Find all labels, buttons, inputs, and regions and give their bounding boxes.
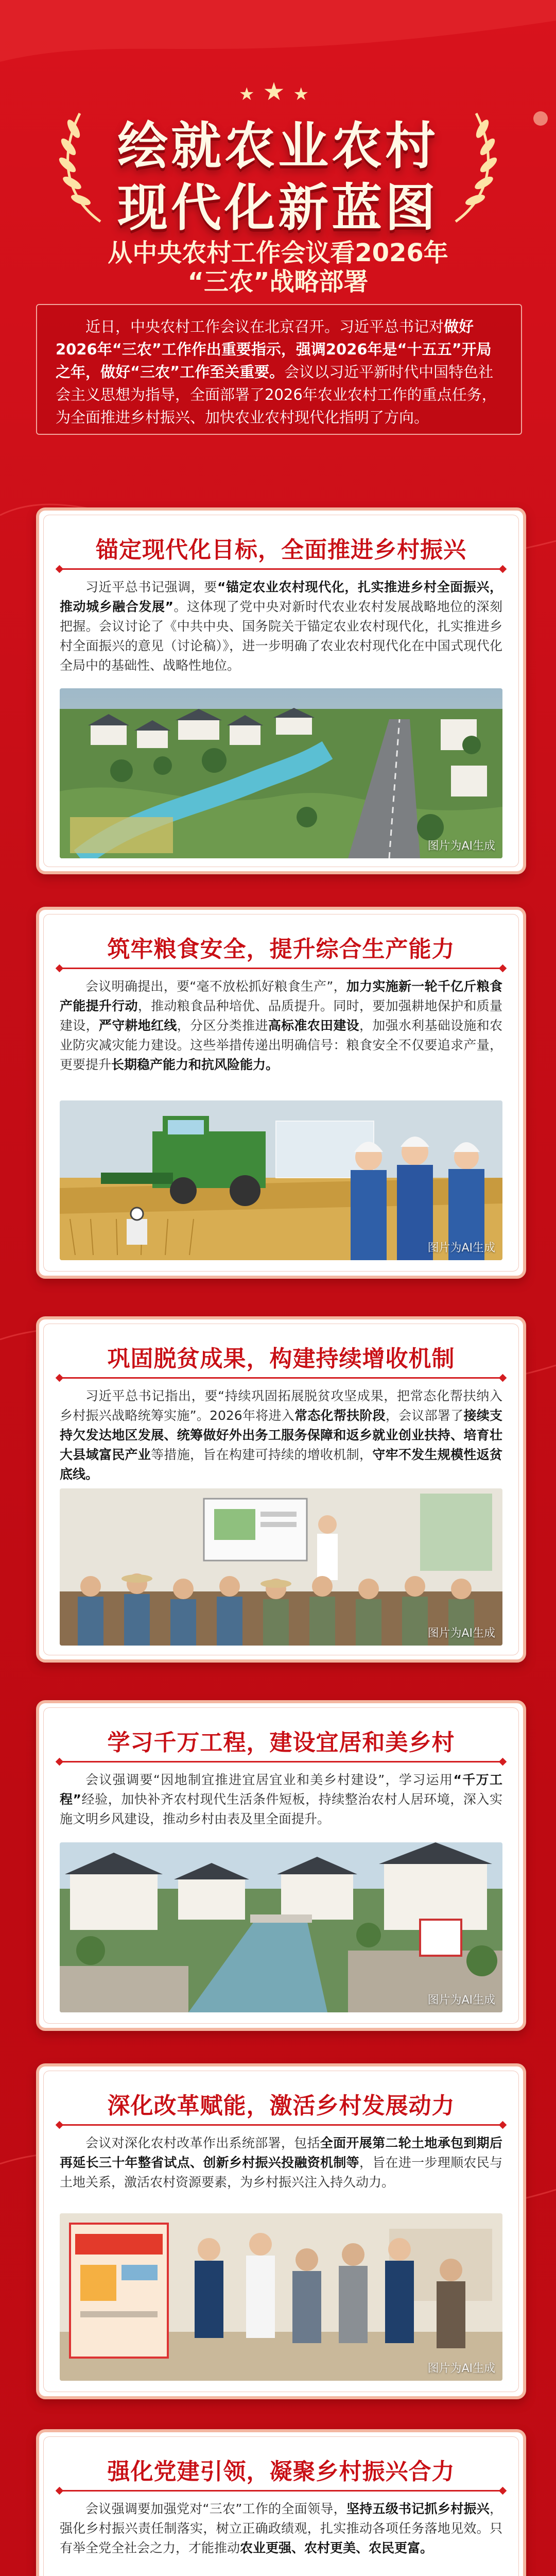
ai-generated-tag: 图片为AI生成 <box>427 1627 495 1640</box>
text-bold: “千万工程” <box>60 1772 502 1807</box>
text-bold: 长期稳产能力和抗风险能力。 <box>111 1057 279 1072</box>
text-bold: 守牢不发生规模性返贫底线。 <box>60 1447 502 1482</box>
section-title: 深化改革赋能，激活乡村发展动力 <box>107 2093 455 2119</box>
text-part: 经验，加快补齐农村现代生活条件短板，持续整治农村人居环境，深入实施文明乡风建设，推动乡村由表及里全面提升。 <box>60 1792 502 1826</box>
section-divider <box>60 2490 502 2492</box>
text-part: 。这体现了党中央对新时代农业农村发展战略地位的深刻把握。会议讨论了《中共中央、国务院关于锚定农业农村现代化，扎实推进乡村全面振兴的意见（讨论稿）》，进一步明确了农业农村现代化在中国式现代化全局中的基础性、战略性地位。 <box>60 599 502 673</box>
text-part: ，推动粮食品种培优、品质提升。同时，要加强耕地保护和质量建设， <box>60 998 502 1033</box>
text-part: ，会议部署了 <box>385 1408 464 1423</box>
section-divider <box>60 2124 502 2126</box>
section-title: 学习千万工程，建设宜居和美乡村 <box>107 1730 455 1756</box>
section-title: 筑牢粮食安全，提升综合生产能力 <box>107 936 455 962</box>
intro-text-part: 会议以习近平新时代中国特色社会主义思想为指导，全面部署了2026年农业农村工作的重点任务，为全面推进乡村振兴、加快农业农村现代化指明了方向。 <box>56 363 497 426</box>
text-part: 会议对深化农村改革作出系统部署，包括 <box>85 2136 320 2150</box>
section-divider <box>60 568 502 570</box>
section-card-5 <box>36 2063 526 2399</box>
page-subtitle-line1: 从中央农村工作会议看2026年 <box>108 239 448 267</box>
text-part: ，加强水利基础设施和农业防灾减灾能力建设。这些举措传递出明确信号：粮食安全不仅要追求产量，更要提升 <box>60 1018 502 1072</box>
text-bold: “锚定农业农村现代化，扎实推进乡村全面振兴，推动城乡融合发展” <box>60 580 502 614</box>
text-part: 习近平总书记指出，要“持续巩固拓展脱贫攻坚成果，把常态化帮扶纳入乡村振兴战略统筹实施”。2026年将进入 <box>60 1388 502 1423</box>
village-canal-photo <box>60 1842 502 2012</box>
harvest-photo <box>60 1100 502 1260</box>
section-card-2 <box>36 907 526 1279</box>
intro-text-part: 近日，中央农村工作会议在北京召开。习近平总书记对 <box>85 318 444 335</box>
text-part: 等措施，旨在构建可持续的增收机制， <box>151 1447 373 1462</box>
text-bold: 坚持五级书记抓乡村振兴 <box>346 2501 490 2516</box>
ai-generated-tag: 图片为AI生成 <box>427 1994 495 2007</box>
section-divider <box>60 1761 502 1762</box>
text-part: ，强化乡村振兴责任制落实，树立正确政绩观，扎实推动各项任务落地见效。只有举全党全社会之力，才能推动 <box>60 2501 502 2555</box>
text-bold: 常态化帮扶阶段 <box>294 1408 386 1423</box>
text-bold: 农业更强、农村更美、农民更富。 <box>240 2540 433 2555</box>
section-text <box>60 2499 502 2558</box>
section-text <box>60 977 502 1075</box>
village-meeting-photo <box>60 1488 502 1646</box>
section-divider <box>60 968 502 969</box>
intro-box <box>36 304 522 435</box>
text-bold: 高标准农田建设 <box>268 1018 359 1033</box>
header <box>0 0 556 296</box>
text-bold: 严守耕地红线 <box>98 1018 177 1033</box>
page-title-line1: 绘就农业农村 <box>117 117 439 176</box>
text-bold: 全面开展第二轮土地承包到期后再延长三十年整省试点、创新乡村振兴投融资机制等 <box>60 2136 502 2170</box>
section-card-6 <box>36 2429 526 2576</box>
village-aerial-photo <box>60 688 502 858</box>
rural-service-photo <box>60 2213 502 2381</box>
section-divider <box>60 1377 502 1379</box>
stars-decoration: ★★★ <box>239 77 317 106</box>
ai-generated-tag: 图片为AI生成 <box>427 1242 495 1255</box>
section-card-1 <box>36 507 526 874</box>
section-title: 强化党建引领，凝聚乡村振兴合力 <box>107 2459 455 2485</box>
intro-text-bold: 做好2026年“三农”工作作出重要指示，强调2026年是“十五五”开局之年，做好“三农”工作至关重要。 <box>56 318 492 381</box>
page-title-line2: 现代化新蓝图 <box>117 179 439 238</box>
section-card-3 <box>36 1316 526 1663</box>
text-part: ，旨在进一步理顺农民与土地关系，激活农村资源要素，为乡村振兴注入持久动力。 <box>60 2155 502 2190</box>
page-subtitle-line2: “三农”战略部署 <box>187 267 369 296</box>
text-part: 会议明确提出，要“毫不放松抓好粮食生产”， <box>85 979 346 994</box>
section-text <box>60 1386 502 1484</box>
intro-text <box>56 315 502 429</box>
section-card-4 <box>36 1700 526 2031</box>
text-bold: 接续支持欠发达地区发展、统筹做好外出务工服务保障和返乡就业创业扶持、培育壮大县域富民产业 <box>60 1408 502 1462</box>
section-title: 锚定现代化目标，全面推进乡村振兴 <box>96 537 466 563</box>
text-part: ，分区分类推进 <box>177 1018 268 1033</box>
ai-generated-tag: 图片为AI生成 <box>427 2362 495 2375</box>
text-part: 会议强调要加强党对“三农”工作的全面领导， <box>85 2501 346 2516</box>
text-part: 会议强调要“因地制宜推进宜居宜业和美乡村建设”，学习运用 <box>85 1772 454 1787</box>
text-bold: 加力实施新一轮千亿斤粮食产能提升行动 <box>60 979 502 1013</box>
text-part: 习近平总书记强调，要 <box>85 580 217 595</box>
ai-generated-tag: 图片为AI生成 <box>427 840 495 853</box>
section-text <box>60 2133 502 2192</box>
section-text <box>60 578 502 675</box>
section-title: 巩固脱贫成果，构建持续增收机制 <box>107 1346 455 1372</box>
section-text <box>60 1770 502 1829</box>
